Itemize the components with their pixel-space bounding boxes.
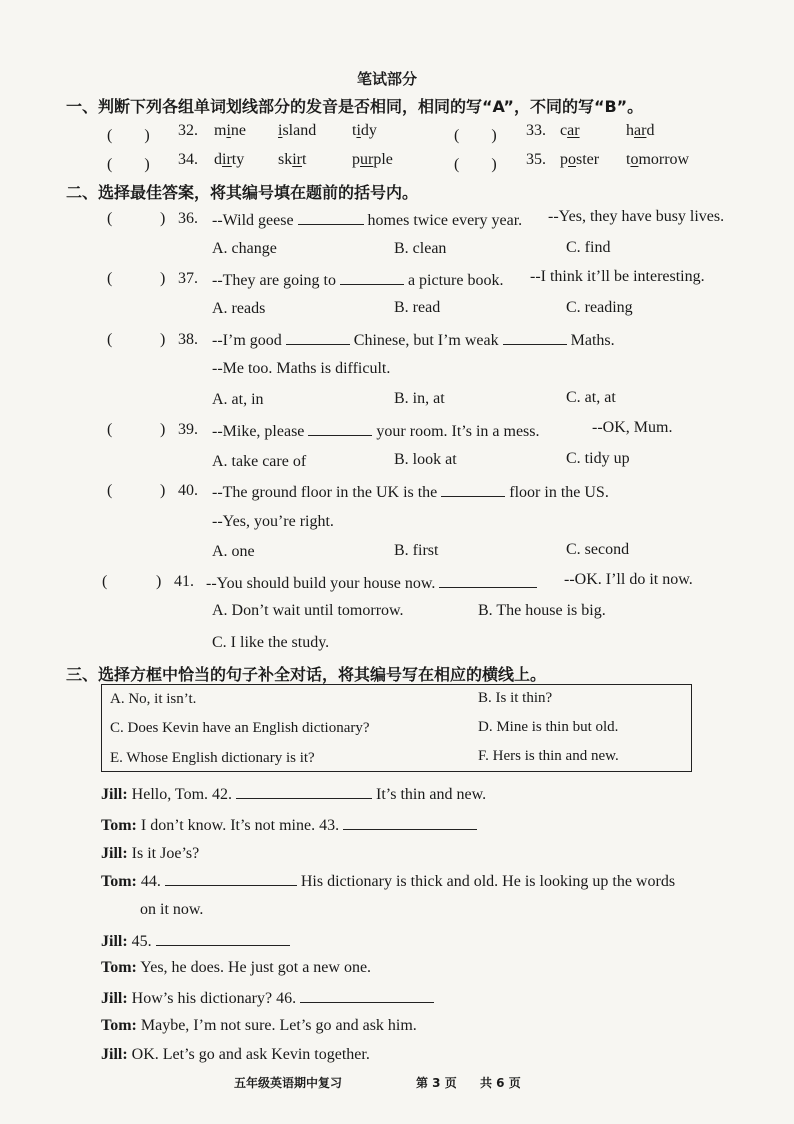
q33-word2: hard [626, 122, 655, 139]
q32-word3: tidy [352, 122, 377, 139]
q41-option-b: B. The house is big. [478, 602, 606, 619]
q39-paren-close: ) [160, 421, 166, 438]
footer-total: 共 6 页 [480, 1076, 521, 1090]
q37-paren-close: ) [160, 270, 166, 287]
q40-blank[interactable] [441, 482, 505, 497]
blank-42[interactable] [236, 784, 372, 799]
footer-page: 第 3 页 [416, 1076, 457, 1090]
dialog-line-3: Jill: Is it Joe’s? [101, 845, 200, 862]
q40-option-b: B. first [394, 542, 439, 559]
dialog-line-8: Tom: Maybe, I’m not sure. Let’s go and ask him. [101, 1017, 417, 1034]
q36-option-b: B. clean [394, 240, 447, 257]
q34-paren: ( ) [107, 156, 150, 173]
q41-paren-close: ) [156, 573, 162, 590]
page-title: 笔试部分 [357, 70, 418, 88]
box-option-f: F. Hers is thin and new. [478, 748, 619, 764]
q41-blank[interactable] [439, 573, 537, 588]
q40-paren: ( [107, 482, 113, 499]
q41-paren: ( [102, 573, 108, 590]
q38-blank-1[interactable] [286, 330, 350, 345]
q36-option-a: A. change [212, 240, 277, 257]
q34-word3: purple [352, 151, 393, 168]
dialog-line-9: Jill: OK. Let’s go and ask Kevin together. [101, 1046, 370, 1063]
q40-option-a: A. one [212, 543, 255, 560]
q41-reply: --OK. I’ll do it now. [564, 571, 693, 588]
blank-43[interactable] [343, 815, 477, 830]
q40-reply: --Yes, you’re right. [212, 513, 334, 530]
q38-option-c: C. at, at [566, 389, 616, 406]
q38-blank-2[interactable] [503, 330, 567, 345]
dialog-line-1: Jill: Hello, Tom. 42. It’s thin and new. [101, 786, 487, 803]
box-option-e: E. Whose English dictionary is it? [110, 750, 315, 766]
dialog-line-4: Tom: 44. His dictionary is thick and old. He is looking up the words [101, 873, 676, 890]
q35-paren: ( ) [454, 156, 497, 173]
section3-heading: 三、选择方框中恰当的句子补全对话，将其编号写在相应的横线上。 [66, 665, 547, 684]
q34-word2: skirt [278, 151, 307, 168]
q37-reply: --I think it’ll be interesting. [530, 268, 705, 285]
q33-number: 33. [526, 122, 546, 139]
box-option-b: B. Is it thin? [478, 690, 553, 706]
q40-text: --The ground floor in the UK is the floor in the US. [212, 484, 609, 501]
q37-number: 37. [178, 270, 198, 287]
q33-word1: car [560, 122, 580, 139]
q39-option-a: A. take care of [212, 453, 307, 470]
box-option-c: C. Does Kevin have an English dictionary? [110, 720, 370, 736]
q36-paren: ( [107, 210, 113, 227]
q39-option-b: B. look at [394, 451, 457, 468]
q35-number: 35. [526, 151, 546, 168]
q36-blank[interactable] [298, 210, 364, 225]
q41-number: 41. [174, 573, 194, 590]
q38-text: --I’m good Chinese, but I’m weak Maths. [212, 332, 615, 349]
q33-paren: ( ) [454, 127, 497, 144]
q38-paren: ( [107, 331, 113, 348]
dialog-line-4-cont: on it now. [140, 901, 204, 918]
q37-option-b: B. read [394, 299, 441, 316]
q34-word1: dirty [214, 151, 245, 168]
q39-number: 39. [178, 421, 198, 438]
q36-reply: --Yes, they have busy lives. [548, 208, 725, 225]
dialog-line-6: Tom: Yes, he does. He just got a new one. [101, 959, 372, 976]
blank-44[interactable] [165, 871, 297, 886]
q41-text: --You should build your house now. [206, 573, 537, 593]
q36-option-c: C. find [566, 239, 611, 256]
blank-45[interactable] [156, 931, 290, 946]
q38-paren-close: ) [160, 331, 166, 348]
q32-word1: mine [214, 122, 247, 139]
blank-46[interactable] [300, 988, 434, 1003]
q36-paren-close: ) [160, 210, 166, 227]
q37-option-c: C. reading [566, 299, 633, 316]
q39-paren: ( [107, 421, 113, 438]
q32-paren: ( ) [107, 127, 150, 144]
box-option-a: A. No, it isn’t. [110, 691, 197, 707]
q36-number: 36. [178, 210, 198, 227]
q36-text: --Wild geese homes twice every year. [212, 212, 523, 229]
q41-option-c: C. I like the study. [212, 634, 330, 651]
q37-text: --They are going to a picture book. [212, 272, 504, 289]
q39-blank[interactable] [308, 421, 372, 436]
q35-word2: tomorrow [626, 151, 690, 168]
footer-title: 五年级英语期中复习 [234, 1076, 343, 1090]
q38-reply: --Me too. Maths is difficult. [212, 360, 391, 377]
q38-number: 38. [178, 331, 198, 348]
box-option-d: D. Mine is thin but old. [478, 719, 619, 735]
dialog-line-2: Tom: I don’t know. It’s not mine. 43. [101, 815, 477, 835]
q38-option-a: A. at, in [212, 391, 264, 408]
q40-number: 40. [178, 482, 198, 499]
section1-heading: 一、判断下列各组单词划线部分的发音是否相同，相同的写“A”，不同的写“B”。 [66, 97, 644, 116]
q39-option-c: C. tidy up [566, 450, 630, 467]
dialog-line-5: Jill: 45. [101, 931, 290, 951]
section2-heading: 二、选择最佳答案，将其编号填在题前的括号内。 [66, 183, 419, 202]
q37-blank[interactable] [340, 270, 404, 285]
q35-word1: poster [560, 151, 600, 168]
q40-paren-close: ) [160, 482, 166, 499]
q37-paren: ( [107, 270, 113, 287]
dialog-line-7: Jill: How’s his dictionary? 46. [101, 988, 434, 1008]
q34-number: 34. [178, 151, 198, 168]
q41-option-a: A. Don’t wait until tomorrow. [212, 602, 404, 619]
q32-number: 32. [178, 122, 198, 139]
q39-text: --Mike, please your room. It’s in a mess. [212, 423, 540, 440]
q39-reply: --OK, Mum. [592, 419, 673, 436]
q37-option-a: A. reads [212, 300, 266, 317]
q38-option-b: B. in, at [394, 390, 445, 407]
q32-word2: island [278, 122, 317, 139]
q40-option-c: C. second [566, 541, 630, 558]
